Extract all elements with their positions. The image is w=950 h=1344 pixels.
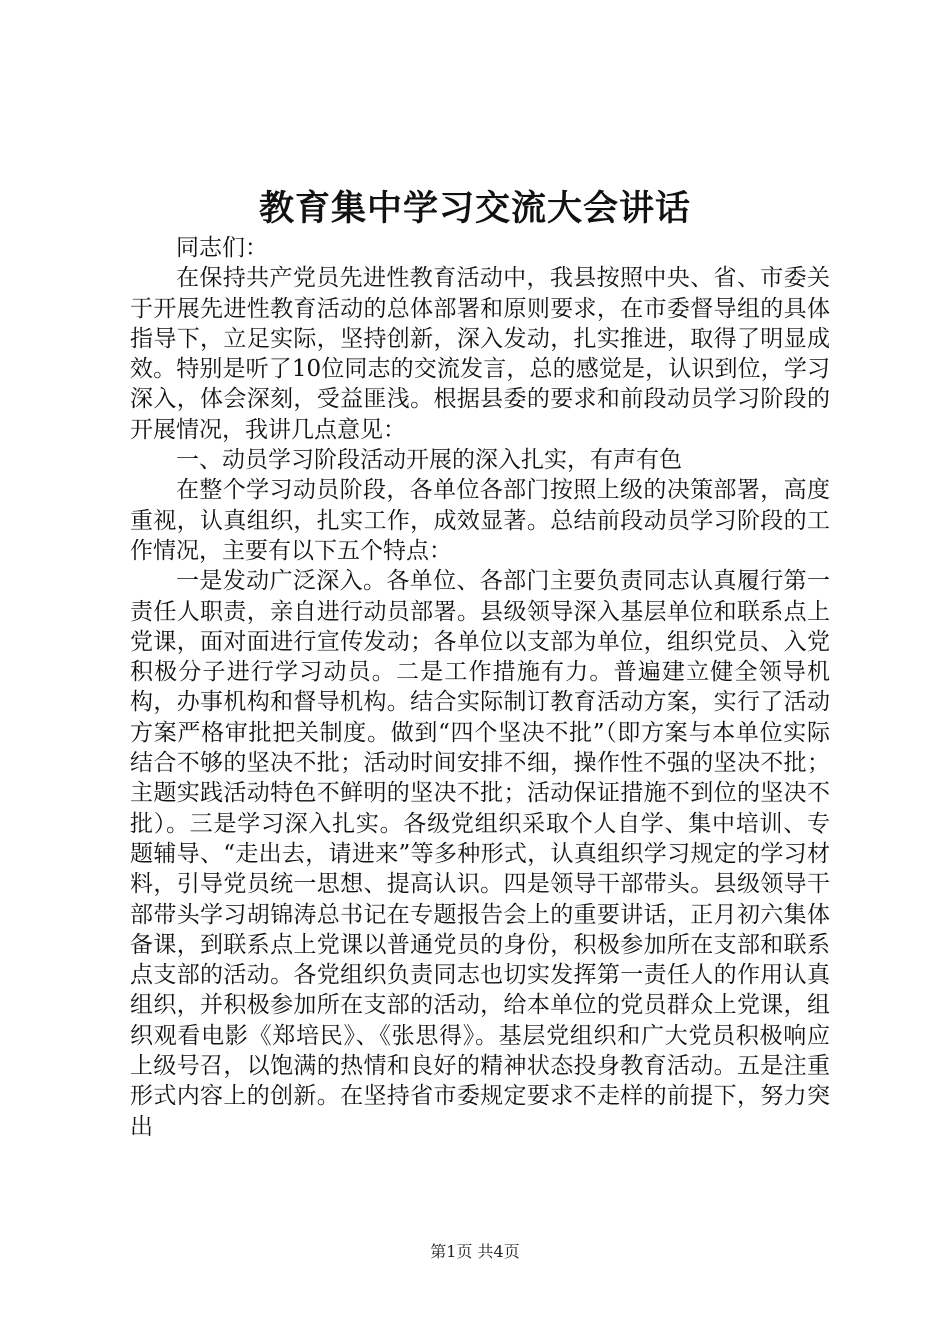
page-number-footer: 第1页 共4页: [430, 1242, 520, 1261]
salutation: 同志们：: [176, 235, 268, 261]
paragraph-five-features: 一是发动广泛深入。各单位、各部门主要负责同志认真履行第一责任人职责，亲自进行动员部署。县级领导深入基层单位和联系点上党课，面对面进行宣传发动；各单位以支部为单位，组织党员、入党积极分子进行学习动员。二是工作措施有力。普遍建立健全领导机构，办事机构和督导机构。结合实际制订教育活动方案，实行了活动方案严格审批把关制度。做到“四个坚决不批”（即方案与本单位实际结合不够的坚决不批；活动时间安排不细，操作性不强的坚决不批；主题实践活动特色不鲜明的坚决不批；活动保证措施不到位的坚决不批）。三是学习深入扎实。各级党组织采取个人自学、集中培训、专题辅导、“走出去，请进来”等多种形式，认真组织学习规定的学习材料，引导党员统一思想、提高认识。四是领导干部带头。县级领导干部带头学习胡锦涛总书记在专题报告会上的重要讲话，正月初六集体备课，到联系点上党课以普通党员的身份，积极参加所在支部和联系点支部的活动。各党组织负责同志也切实发挥第一责任人的作用认真组织，并积极参加所在支部的活动，给本单位的党员群众上党课，组织观看电影《郑培民》、《张思得》。基层党组织和广大党员积极响应上级号召，以饱满的热情和良好的精神状态投身教育活动。五是注重形式内容上的创新。在坚持省市委规定要求不走样的前提下，努力突出: [130, 568, 830, 1140]
document-body: [130, 233, 830, 1142]
document-title: 教育集中学习交流大会讲话: [258, 188, 691, 229]
paragraph-intro: 在保持共产党员先进性教育活动中，我县按照中央、省、市委关于开展先进性教育活动的总体部署和原则要求，在市委督导组的具体指导下，立足实际，坚持创新，深入发动，扎实推进，取得了明显成效。特别是听了10位同志的交流发言，总的感觉是，认识到位，学习深入，体会深刻，受益匪浅。根据县委的要求和前段动员学习阶段的开展情况，我讲几点意见：: [130, 265, 830, 443]
paragraph-summary: 在整个学习动员阶段，各单位各部门按照上级的决策部署，高度重视，认真组织，扎实工作，成效显著。总结前段动员学习阶段的工作情况，主要有以下五个特点：: [130, 477, 830, 564]
section-heading-1: 一、动员学习阶段活动开展的深入扎实，有声有色: [176, 447, 682, 474]
